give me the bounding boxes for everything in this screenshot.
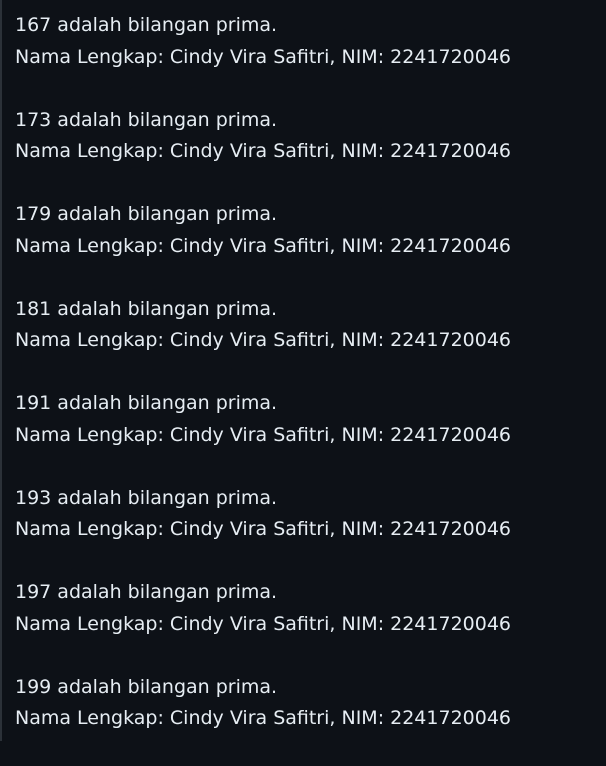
- identity-line: Nama Lengkap: Cindy Vira Safitri, NIM: 2241720046: [15, 136, 511, 168]
- prime-message-line: 181 adalah bilangan prima.: [15, 294, 511, 326]
- output-entry: [15, 577, 511, 672]
- prime-message-line: 193 adalah bilangan prima.: [15, 483, 511, 515]
- output-entry: [15, 199, 511, 294]
- prime-message-line: 179 adalah bilangan prima.: [15, 199, 511, 231]
- prime-message-line: 173 adalah bilangan prima.: [15, 105, 511, 137]
- output-entry: [15, 483, 511, 578]
- identity-line: Nama Lengkap: Cindy Vira Safitri, NIM: 2241720046: [15, 703, 511, 735]
- prime-message-line: 199 adalah bilangan prima.: [15, 672, 511, 704]
- output-entry: [15, 672, 511, 766]
- output-entry: [15, 294, 511, 389]
- identity-line: Nama Lengkap: Cindy Vira Safitri, NIM: 2241720046: [15, 325, 511, 357]
- output-entry: [15, 388, 511, 483]
- output-entry: [15, 105, 511, 200]
- output-entry: [15, 10, 511, 105]
- identity-line: Nama Lengkap: Cindy Vira Safitri, NIM: 2241720046: [15, 514, 511, 546]
- identity-line: Nama Lengkap: Cindy Vira Safitri, NIM: 2241720046: [15, 420, 511, 452]
- identity-line: Nama Lengkap: Cindy Vira Safitri, NIM: 2241720046: [15, 609, 511, 641]
- prime-message-line: 197 adalah bilangan prima.: [15, 577, 511, 609]
- terminal-output-list: [15, 10, 511, 766]
- identity-line: Nama Lengkap: Cindy Vira Safitri, NIM: 2241720046: [15, 42, 511, 74]
- prime-message-line: 167 adalah bilangan prima.: [15, 10, 511, 42]
- prime-message-line: 191 adalah bilangan prima.: [15, 388, 511, 420]
- identity-line: Nama Lengkap: Cindy Vira Safitri, NIM: 2241720046: [15, 231, 511, 263]
